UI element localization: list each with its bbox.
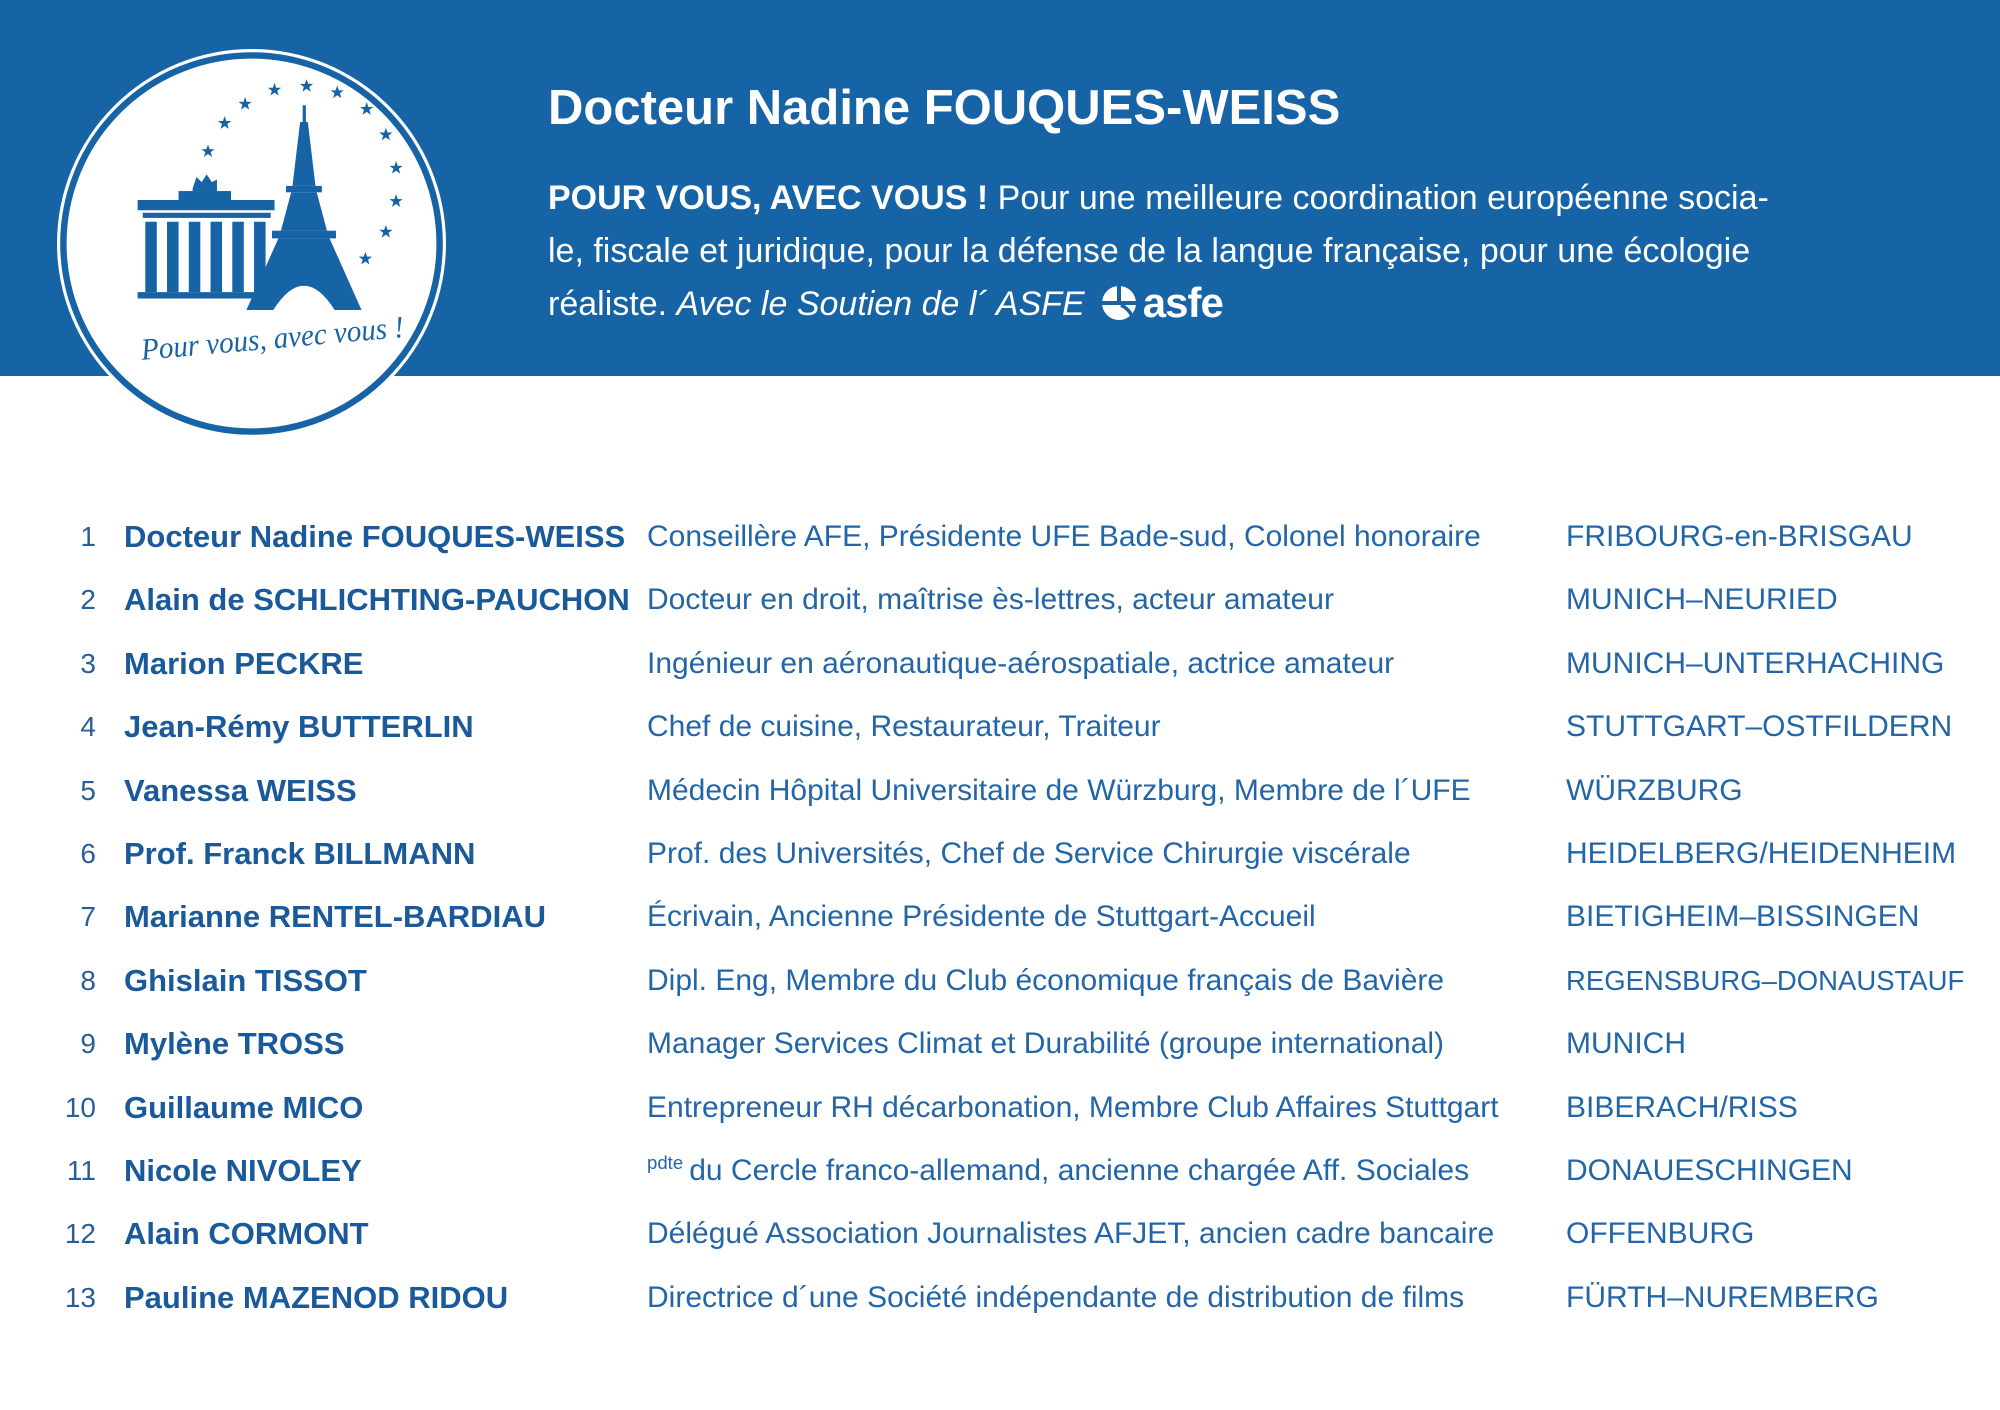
campaign-logo bbox=[57, 49, 446, 438]
candidate-number: 12 bbox=[64, 1218, 96, 1250]
tagline-text-1: Pour une meilleure coordination européenne socia- bbox=[997, 179, 1769, 217]
header-tagline bbox=[548, 172, 1968, 333]
candidate-row bbox=[0, 759, 2000, 822]
candidate-row bbox=[0, 1012, 2000, 1075]
candidate-list bbox=[0, 505, 2000, 1329]
logo-circle bbox=[57, 49, 446, 438]
candidate-description bbox=[647, 885, 1542, 948]
slogan: POUR VOUS, AVEC VOUS ! bbox=[548, 179, 989, 217]
candidate-city: FÜRTH–NUREMBERG bbox=[1566, 1280, 1879, 1314]
candidate-name: Alain CORMONT bbox=[124, 1216, 369, 1252]
candidate-city: REGENSBURG–DONAUSTAUF bbox=[1566, 964, 1965, 996]
candidate-number: 13 bbox=[64, 1281, 96, 1313]
support-text: Avec le Soutien de l´ ASFE bbox=[676, 285, 1085, 323]
page-title: Docteur Nadine FOUQUES-WEISS bbox=[548, 81, 1341, 135]
asfe-globe-icon bbox=[1099, 283, 1139, 323]
candidate-description bbox=[647, 1012, 1542, 1075]
logo-motto: Pour vous, avec vous ! bbox=[139, 308, 421, 367]
candidate-number: 11 bbox=[66, 1154, 96, 1186]
candidate-description bbox=[647, 1266, 1542, 1329]
candidate-number: 10 bbox=[64, 1091, 96, 1123]
tagline-line-1 bbox=[548, 172, 1968, 225]
candidate-description bbox=[647, 1076, 1542, 1139]
candidate-description bbox=[647, 632, 1542, 695]
candidate-row bbox=[0, 632, 2000, 695]
candidate-description bbox=[647, 505, 1542, 568]
candidate-number: 1 bbox=[80, 521, 96, 552]
candidate-description bbox=[647, 949, 1542, 1012]
candidate-name: Docteur Nadine FOUQUES-WEISS bbox=[124, 519, 626, 554]
candidate-name: Jean-Rémy BUTTERLIN bbox=[124, 709, 474, 745]
candidate-number: 3 bbox=[80, 647, 96, 679]
candidate-name: Alain de SCHLICHTING-PAUCHON bbox=[124, 582, 630, 618]
candidate-city: DONAUESCHINGEN bbox=[1566, 1153, 1853, 1187]
candidate-number: 9 bbox=[80, 1028, 96, 1060]
candidate-row bbox=[0, 568, 2000, 631]
candidate-city: OFFENBURG bbox=[1566, 1217, 1755, 1251]
candidate-number: 6 bbox=[80, 837, 96, 869]
tagline-line-3 bbox=[548, 278, 1968, 333]
candidate-name: Marion PECKRE bbox=[124, 645, 364, 681]
candidate-description-text: Docteur en droit, maîtrise ès-lettres, acteur amateur bbox=[647, 583, 1334, 617]
candidate-name: Nicole NIVOLEY bbox=[124, 1152, 362, 1188]
candidate-description-text: Entrepreneur RH décarbonation, Membre Club Affaires Stuttgart bbox=[647, 1090, 1499, 1124]
candidate-city: WÜRZBURG bbox=[1566, 773, 1743, 807]
candidate-description bbox=[647, 759, 1542, 822]
candidate-row bbox=[0, 1076, 2000, 1139]
candidate-city: BIETIGHEIM–BISSINGEN bbox=[1566, 900, 1920, 934]
candidate-description-text: Dipl. Eng, Membre du Club économique français de Bavière bbox=[647, 963, 1445, 997]
candidate-city: FRIBOURG-en-BRISGAU bbox=[1566, 520, 1913, 553]
tagline-line-2 bbox=[548, 225, 1968, 278]
candidate-row bbox=[0, 885, 2000, 948]
candidate-description bbox=[647, 1202, 1542, 1265]
candidate-number: 4 bbox=[80, 711, 96, 743]
candidate-description bbox=[647, 822, 1542, 885]
candidate-description bbox=[647, 695, 1542, 758]
candidate-name: Vanessa WEISS bbox=[124, 772, 357, 808]
candidate-name: Ghislain TISSOT bbox=[124, 962, 367, 998]
candidate-number: 5 bbox=[80, 774, 96, 806]
tagline-text-3: réaliste. bbox=[548, 285, 668, 323]
candidate-number: 2 bbox=[80, 584, 96, 616]
candidate-name: Prof. Franck BILLMANN bbox=[124, 835, 476, 871]
candidate-description-text: du Cercle franco-allemand, ancienne chargée Aff. Sociales bbox=[689, 1153, 1470, 1187]
candidate-description-text: Écrivain, Ancienne Présidente de Stuttgart-Accueil bbox=[647, 900, 1316, 934]
candidate-row bbox=[0, 505, 2000, 568]
candidate-description-text: Conseillère AFE, Présidente UFE Bade-sud, Colonel honoraire bbox=[647, 520, 1481, 553]
candidate-description-text: Médecin Hôpital Universitaire de Würzburg, Membre de l´UFE bbox=[647, 773, 1471, 807]
candidate-description bbox=[647, 1139, 1542, 1202]
candidate-row bbox=[0, 1202, 2000, 1265]
candidate-description-text: Prof. des Universités, Chef de Service Chirurgie viscérale bbox=[647, 836, 1411, 870]
candidate-row bbox=[0, 949, 2000, 1012]
candidate-number: 7 bbox=[80, 901, 96, 933]
candidate-city: HEIDELBERG/HEIDENHEIM bbox=[1566, 836, 1957, 870]
candidate-city: MUNICH–UNTERHACHING bbox=[1566, 646, 1945, 680]
candidate-city: STUTTGART–OSTFILDERN bbox=[1566, 710, 1953, 744]
candidate-name: Mylène TROSS bbox=[124, 1026, 345, 1062]
candidate-number: 8 bbox=[80, 964, 96, 996]
candidate-description-superscript: pdte bbox=[647, 1151, 684, 1173]
candidate-city: MUNICH bbox=[1566, 1027, 1686, 1061]
candidate-row bbox=[0, 1266, 2000, 1329]
candidate-name: Guillaume MICO bbox=[124, 1089, 364, 1125]
candidate-description bbox=[647, 568, 1542, 631]
candidate-description-text: Délégué Association Journalistes AFJET, ancien cadre bancaire bbox=[647, 1217, 1495, 1251]
candidate-description-text: Ingénieur en aéronautique-aérospatiale, actrice amateur bbox=[647, 646, 1395, 680]
candidate-row bbox=[0, 1139, 2000, 1202]
candidate-description-text: Directrice d´une Société indépendante de distribution de films bbox=[647, 1280, 1465, 1314]
candidate-row bbox=[0, 695, 2000, 758]
candidate-name: Marianne RENTEL-BARDIAU bbox=[124, 899, 546, 935]
candidate-description-text: Chef de cuisine, Restaurateur, Traiteur bbox=[647, 710, 1161, 744]
asfe-logo bbox=[1099, 278, 1223, 329]
candidate-description-text: Manager Services Climat et Durabilité (groupe international) bbox=[647, 1027, 1445, 1061]
candidate-row bbox=[0, 822, 2000, 885]
asfe-logo-text: asfe bbox=[1142, 279, 1223, 327]
candidate-city: BIBERACH/RISS bbox=[1566, 1090, 1798, 1124]
candidate-name: Pauline MAZENOD RIDOU bbox=[124, 1279, 509, 1315]
tagline-text-2: le, fiscale et juridique, pour la défense de la langue française, pour une écologie bbox=[548, 232, 1751, 270]
candidate-city: MUNICH–NEURIED bbox=[1566, 583, 1838, 617]
